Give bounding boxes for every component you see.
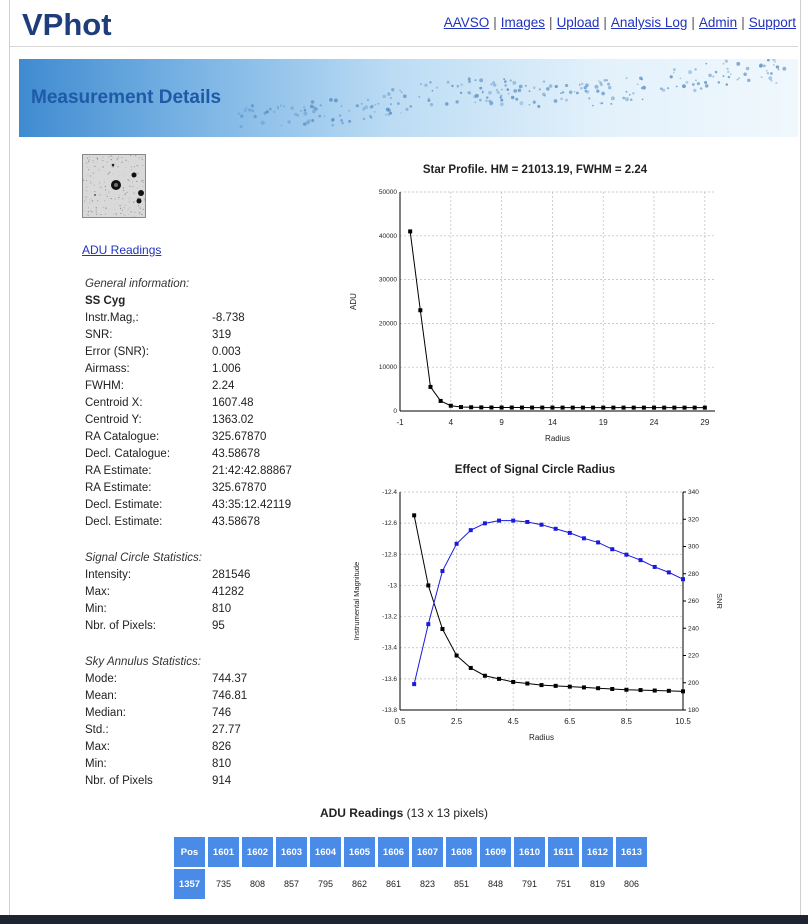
signal-stat-label: Intensity: (85, 569, 132, 581)
y2-tick-label: 220 (688, 652, 699, 660)
adu-column-header: 1607 (412, 837, 443, 867)
x-tick-label: 10.5 (675, 717, 691, 726)
signal-radius-title: Effect of Signal Circle Radius (454, 464, 616, 476)
adu-cell: 808 (242, 869, 273, 899)
sky-stat-value: 746.81 (212, 690, 248, 702)
general-info-label: RA Estimate: (85, 465, 152, 477)
general-info-value: 43.58678 (212, 516, 260, 528)
general-info-label: Airmass: (85, 363, 130, 375)
profile-point (672, 406, 676, 410)
adu-column-header: 1604 (310, 837, 341, 867)
adu-column-header: 1612 (582, 837, 613, 867)
adu-table-title: ADU Readings (13 x 13 pixels) (319, 806, 489, 820)
profile-point (571, 406, 575, 410)
x-tick-label: 2.5 (451, 717, 463, 726)
adu-cell: 861 (378, 869, 409, 899)
general-info-label: RA Estimate: (85, 482, 152, 494)
profile-point (520, 406, 524, 410)
general-info-row (85, 380, 325, 397)
signal-stat-label: Nbr. of Pixels: (85, 620, 156, 632)
adu-cell: 819 (582, 869, 613, 899)
general-info-label: Error (SNR): (85, 346, 149, 358)
x-tick-label: 8.5 (620, 717, 632, 726)
y-tick-label: -12.4 (382, 489, 397, 496)
profile-point (601, 406, 605, 410)
snr-point (440, 569, 444, 573)
profile-point (530, 406, 534, 410)
magnitude-point (568, 685, 572, 689)
snr-point (639, 558, 643, 562)
general-info-label: FWHM: (85, 380, 124, 392)
magnitude-point (497, 677, 501, 681)
sky-stats-heading: Sky Annulus Statistics: (85, 656, 201, 668)
snr-point (426, 622, 430, 626)
general-info-value: -8.738 (212, 312, 245, 324)
y-axis-label: ADU (349, 293, 358, 310)
y2-tick-label: 300 (688, 543, 699, 551)
general-info-value: 1363.02 (212, 414, 254, 426)
magnitude-line (414, 515, 683, 691)
sky-stat-label: Min: (85, 758, 107, 770)
magnitude-point (610, 687, 614, 691)
x-tick-label: 6.5 (564, 717, 576, 726)
profile-point (439, 399, 443, 403)
x-axis-label: Radius (545, 434, 570, 443)
x-tick-label: 24 (649, 418, 659, 427)
y-tick-label: 0 (393, 408, 397, 415)
page-title: Measurement Details (31, 87, 222, 108)
signal-stat-row (85, 603, 325, 620)
signal-stat-value: 41282 (212, 586, 244, 598)
general-info-heading: General information: (85, 278, 190, 290)
adu-column-header: 1605 (344, 837, 375, 867)
general-info-value: 0.003 (212, 346, 241, 358)
snr-point (610, 547, 614, 551)
snr-point (497, 519, 501, 523)
general-info-label: RA Catalogue: (85, 431, 160, 443)
magnitude-point (540, 683, 544, 687)
profile-point (652, 406, 656, 410)
nav-link-aavso[interactable]: AAVSO (443, 15, 490, 30)
general-info-value: 43.58678 (212, 448, 260, 460)
profile-point (510, 406, 514, 410)
general-info-row (85, 516, 325, 533)
signal-stats-heading: Signal Circle Statistics: (85, 552, 202, 564)
general-info-label: Centroid X: (85, 397, 143, 409)
snr-line (414, 521, 683, 685)
y-tick-label: -13.8 (382, 707, 397, 714)
y-tick-label: -13.2 (382, 613, 397, 621)
magnitude-point (525, 682, 529, 686)
adu-row-header: 1357 (174, 869, 205, 899)
snr-point (511, 519, 515, 523)
sky-stat-label: Std.: (85, 724, 109, 736)
magnitude-point (455, 654, 459, 658)
sky-stat-label: Nbr. of Pixels (85, 775, 153, 787)
y2-tick-label: 280 (688, 570, 699, 578)
sky-stat-row (85, 758, 325, 775)
general-info-value: 2.24 (212, 380, 235, 392)
header-divider (10, 46, 798, 47)
app-logo[interactable]: VPhot (22, 7, 112, 42)
general-info-value: 1.006 (212, 363, 241, 375)
sky-stat-row (85, 775, 325, 792)
signal-stat-label: Max: (85, 586, 110, 598)
adu-cell: 848 (480, 869, 511, 899)
magnitude-point (681, 689, 685, 693)
sky-stat-row (85, 673, 325, 690)
y-tick-label: 10000 (378, 364, 397, 372)
nav-link-analysis-log[interactable]: Analysis Log (610, 15, 688, 30)
adu-column-header: 1602 (242, 837, 273, 867)
y-tick-label: -12.6 (382, 520, 397, 528)
magnitude-point (412, 513, 416, 517)
sky-stat-value: 826 (212, 741, 232, 753)
snr-point (568, 531, 572, 535)
x-tick-label: 19 (598, 418, 608, 427)
general-info-label: Centroid Y: (85, 414, 142, 426)
y2-tick-label: 320 (688, 516, 699, 524)
x-tick-label: 9 (499, 418, 504, 427)
snr-point (455, 542, 459, 546)
sky-stat-label: Mean: (85, 690, 117, 702)
star-thumbnail[interactable] (82, 154, 146, 218)
profile-point (428, 385, 432, 389)
general-info-value: 325.67870 (212, 482, 267, 494)
nav-link-admin[interactable]: Admin (698, 15, 738, 30)
profile-point (611, 406, 615, 410)
sky-stat-row (85, 707, 325, 724)
adu-column-header: 1601 (208, 837, 239, 867)
general-info-row (85, 329, 325, 346)
profile-point (489, 405, 493, 409)
adu-column-header: 1611 (548, 837, 579, 867)
signal-radius-chart (340, 480, 740, 750)
nav-link-support[interactable]: Support (748, 15, 796, 30)
adu-table-row (174, 869, 647, 899)
sky-stat-row (85, 724, 325, 741)
magnitude-point (624, 688, 628, 692)
general-info-value: 43:35:12.42119 (212, 499, 292, 511)
profile-point (662, 406, 666, 410)
general-info-row (85, 346, 325, 363)
y2-tick-label: 200 (688, 679, 699, 687)
adu-cell: 806 (616, 869, 647, 899)
profile-point (683, 406, 687, 410)
snr-point (596, 540, 600, 544)
adu-readings-link[interactable]: ADU Readings (82, 243, 162, 257)
y-axis-label: Instrumental Magnitude (352, 561, 361, 641)
general-info-row (85, 465, 325, 482)
adu-column-header: 1603 (276, 837, 307, 867)
general-info-label: Decl. Catalogue: (85, 448, 171, 460)
profile-point (693, 406, 697, 410)
snr-point (469, 528, 473, 532)
general-info-value: 21:42:42.88867 (212, 465, 292, 477)
star-profile-title: Star Profile. HM = 21013.19, FWHM = 2.24 (422, 164, 648, 176)
adu-column-header: 1609 (480, 837, 511, 867)
adu-cell: 851 (446, 869, 477, 899)
adu-column-header: 1606 (378, 837, 409, 867)
profile-point (449, 404, 453, 408)
signal-stat-label: Min: (85, 603, 107, 615)
magnitude-point (596, 686, 600, 690)
top-navigation: AAVSO | Images | Upload | Analysis Log | Admin | Support (443, 15, 796, 30)
snr-point (667, 570, 671, 574)
general-info-row (85, 431, 325, 448)
y-tick-label: 40000 (378, 232, 397, 240)
x-tick-label: 29 (700, 418, 710, 427)
snr-point (483, 521, 487, 525)
general-info-row (85, 448, 325, 465)
signal-stat-value: 281546 (212, 569, 251, 581)
star-profile-chart (340, 180, 740, 450)
signal-stat-row (85, 620, 325, 637)
signal-stat-row (85, 569, 325, 586)
y-tick-label: -13.4 (382, 644, 397, 652)
x-tick-label: 4.5 (507, 717, 519, 726)
y2-tick-label: 180 (688, 707, 699, 714)
general-info-label: Decl. Estimate: (85, 516, 163, 528)
sky-stat-value: 914 (212, 775, 232, 787)
snr-point (681, 577, 685, 581)
sky-stat-label: Median: (85, 707, 126, 719)
snr-point (554, 527, 558, 531)
snr-point (624, 553, 628, 557)
general-info-value: 1607.48 (212, 397, 254, 409)
adu-column-header: 1613 (616, 837, 647, 867)
sky-stat-label: Max: (85, 741, 110, 753)
profile-point (703, 406, 707, 410)
y2-axis-label: SNR (715, 593, 724, 609)
profile-point (642, 406, 646, 410)
general-info-label: Decl. Estimate: (85, 499, 163, 511)
x-axis-label: Radius (529, 733, 554, 742)
magnitude-point (511, 680, 515, 684)
sky-stat-value: 810 (212, 758, 232, 770)
sky-stat-value: 27.77 (212, 724, 241, 736)
magnitude-point (554, 684, 558, 688)
profile-point (479, 405, 483, 409)
profile-point (581, 406, 585, 410)
magnitude-point (639, 688, 643, 692)
magnitude-point (426, 583, 430, 587)
x-tick-label: 0.5 (394, 717, 406, 726)
general-info-value: 319 (212, 329, 232, 341)
x-tick-label: 4 (448, 418, 454, 427)
snr-point (540, 523, 544, 527)
general-info-value: 325.67870 (212, 431, 267, 443)
profile-line (410, 231, 705, 407)
x-tick-label: 14 (547, 418, 557, 427)
adu-table (171, 835, 650, 901)
profile-point (540, 406, 544, 410)
sky-stat-value: 744.37 (212, 673, 248, 685)
profile-point (561, 406, 565, 410)
profile-point (591, 406, 595, 410)
y-tick-label: 50000 (378, 189, 397, 196)
general-info-row (85, 397, 325, 414)
y-tick-label: -13 (387, 582, 397, 590)
sky-stat-row (85, 741, 325, 758)
profile-point (622, 406, 626, 410)
x-tick-label: -1 (396, 418, 404, 427)
y2-tick-label: 260 (688, 598, 699, 605)
magnitude-point (469, 666, 473, 670)
general-info-row (85, 414, 325, 431)
y2-tick-label: 240 (688, 625, 699, 633)
general-info-label: SNR: (85, 329, 113, 341)
adu-cell: 857 (276, 869, 307, 899)
snr-point (582, 536, 586, 540)
adu-column-header: 1610 (514, 837, 545, 867)
signal-stat-row (85, 586, 325, 603)
sky-stat-value: 746 (212, 707, 232, 719)
y-tick-label: -12.8 (382, 551, 397, 559)
snr-point (412, 682, 416, 686)
y-tick-label: 30000 (378, 276, 397, 284)
profile-point (550, 406, 554, 410)
general-info-row (85, 499, 325, 516)
sky-stat-label: Mode: (85, 673, 117, 685)
y2-tick-label: 340 (688, 489, 699, 496)
adu-cell: 795 (310, 869, 341, 899)
magnitude-point (440, 627, 444, 631)
magnitude-point (653, 689, 657, 693)
general-info-row (85, 363, 325, 380)
adu-cell: 751 (548, 869, 579, 899)
snr-point (653, 565, 657, 569)
sky-stat-row (85, 690, 325, 707)
adu-cell: 735 (208, 869, 239, 899)
nav-link-upload[interactable]: Upload (556, 15, 600, 30)
signal-stat-value: 95 (212, 620, 225, 632)
adu-pos-header: Pos (174, 837, 205, 867)
y-tick-label: 20000 (378, 320, 397, 328)
magnitude-point (582, 685, 586, 689)
adu-cell: 791 (514, 869, 545, 899)
adu-cell: 823 (412, 869, 443, 899)
general-info-row (85, 312, 325, 329)
general-info-row (85, 482, 325, 499)
y-tick-label: -13.6 (382, 675, 397, 683)
signal-stat-value: 810 (212, 603, 232, 615)
adu-column-header: 1608 (446, 837, 477, 867)
profile-point (459, 405, 463, 409)
profile-point (632, 406, 636, 410)
adu-cell: 862 (344, 869, 375, 899)
general-info-label: Instr.Mag,: (85, 312, 139, 324)
os-taskbar (0, 915, 808, 924)
snr-point (525, 520, 529, 524)
magnitude-point (667, 689, 671, 693)
profile-point (408, 229, 412, 233)
star-name: SS Cyg (85, 295, 126, 307)
nav-link-images[interactable]: Images (500, 15, 546, 30)
profile-point (469, 405, 473, 409)
profile-point (500, 406, 504, 410)
profile-point (418, 308, 422, 312)
magnitude-point (483, 674, 487, 678)
